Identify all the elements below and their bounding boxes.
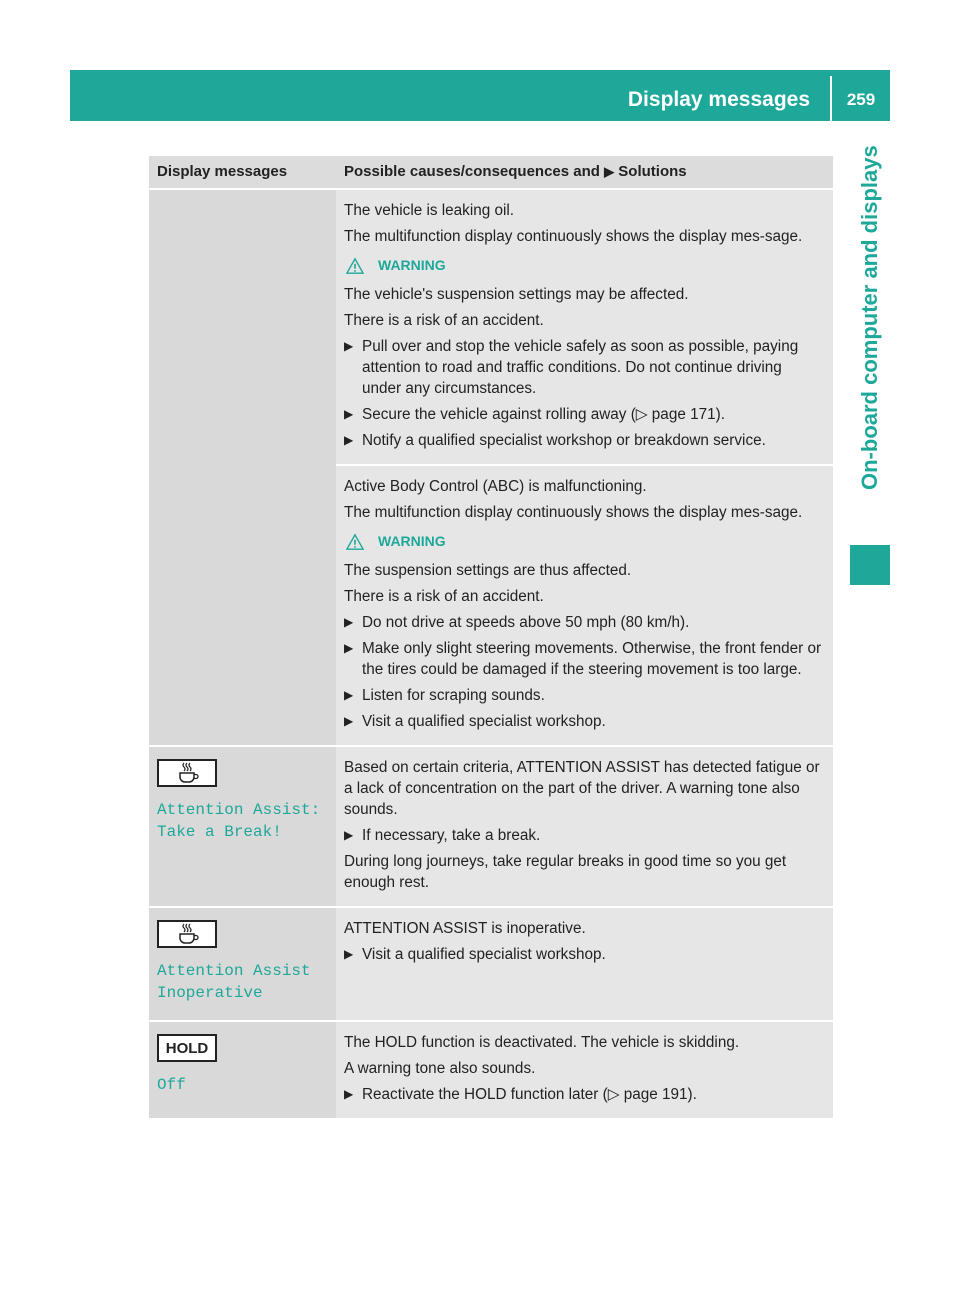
hold-icon [157,1034,217,1062]
warning-label: WARNING [378,533,446,549]
column-header-display: Display messages [157,163,288,180]
chapter-tab-label: On-board computer and displays [857,145,882,490]
page-header [70,70,890,121]
warning-text: There is a risk of an accident. [344,588,544,605]
step-arrow-icon: ▶ [344,714,354,728]
coffee-cup-icon-glyph [172,761,202,785]
cause-text: A warning tone also sounds. [344,1060,536,1077]
warning-heading [344,531,825,552]
step-text: Visit a qualified specialist workshop. [362,713,606,730]
column-header-solutions-pre: Possible causes/consequences and [344,163,600,180]
column-header-solutions-post: Solutions [618,163,687,180]
instruction-step [344,612,825,633]
solution-cell [336,190,833,745]
table-header [149,156,833,190]
step-arrow-icon: ▶ [344,947,354,961]
display-message-cell [149,908,336,1020]
solution-block [336,190,833,466]
display-message-text: Attention Assist: Take a Break! [157,801,321,841]
step-arrow-icon: ▶ [344,1087,354,1101]
page-number: 259 [846,90,876,109]
step-text: Secure the vehicle against rolling away (▷ page 171). [362,406,725,423]
table-row [149,747,833,908]
arrow-right-icon: ▶ [604,164,615,179]
instruction-step [344,336,825,399]
cause-text: The HOLD function is deactivated. The vehicle is skidding. [344,1034,740,1051]
warning-label: WARNING [378,257,446,273]
display-message-text: Attention Assist Inoperative [157,962,311,1002]
instruction-step [344,825,825,846]
cause-text: The vehicle is leaking oil. [344,202,515,219]
step-arrow-icon: ▶ [344,615,354,629]
warning-text: The vehicle's suspension settings may be affected. [344,286,689,303]
display-message-text: Off [157,1076,186,1094]
step-text: Visit a qualified specialist workshop. [362,946,606,963]
solution-block [336,466,833,745]
instruction-step [344,404,825,425]
step-text: Make only slight steering movements. Otherwise, the front fender or the tires could be damaged if the steering movement is too large. [362,640,822,678]
step-text: Listen for scraping sounds. [362,687,545,704]
display-message-cell [149,1022,336,1118]
section-title: Display messages [627,88,810,111]
table-row [149,908,833,1022]
step-text: Do not drive at speeds above 50 mph (80 km/h). [362,614,690,631]
solution-cell [336,1022,833,1118]
instruction-step [344,1084,825,1105]
table-row [149,1022,833,1120]
step-arrow-icon: ▶ [344,641,354,655]
step-text: If necessary, take a break. [362,827,541,844]
step-text: Pull over and stop the vehicle safely as soon as possible, paying attention to road and traffic conditions. Do not continue driving under any circumstances. [362,338,799,397]
table-row [149,190,833,747]
instruction-step [344,944,825,965]
step-arrow-icon: ▶ [344,688,354,702]
step-text: Notify a qualified specialist workshop or breakdown service. [362,432,766,449]
warning-heading [344,255,825,276]
instruction-step [344,711,825,732]
chapter-tab-marker [850,545,890,585]
step-text: Reactivate the HOLD function later (▷ page 191). [362,1086,697,1103]
instruction-step [344,638,825,680]
column-header-solutions [336,156,833,188]
cause-text: The multifunction display continuously shows the display mes-sage. [344,504,803,521]
display-message-cell [149,747,336,906]
step-arrow-icon: ▶ [344,407,354,421]
display-message-cell [149,190,336,745]
cause-text: The multifunction display continuously shows the display mes-sage. [344,228,803,245]
display-messages-table [149,156,833,1120]
solution-cell [336,747,833,906]
cause-text: Based on certain criteria, ATTENTION ASSIST has detected fatigue or a lack of concentration on the part of the driver. A warning tone also sounds. [344,759,820,818]
cause-text: ATTENTION ASSIST is inoperative. [344,920,586,937]
warning-text: There is a risk of an accident. [344,312,544,329]
warning-text: The suspension settings are thus affected. [344,562,632,579]
cause-text: Active Body Control (ABC) is malfunctioning. [344,478,647,495]
step-arrow-icon: ▶ [344,828,354,842]
solution-cell [336,908,833,1020]
step-arrow-icon: ▶ [344,433,354,447]
hold-icon-label: HOLD [165,1039,209,1057]
note-text: During long journeys, take regular breaks in good time so you get enough rest. [344,853,787,891]
coffee-cup-icon [157,920,217,948]
warning-triangle-icon [346,533,364,551]
instruction-step [344,685,825,706]
instruction-step [344,430,825,451]
warning-triangle-icon [346,257,364,275]
step-arrow-icon: ▶ [344,339,354,353]
coffee-cup-icon [157,759,217,787]
coffee-cup-icon-glyph [172,922,202,946]
